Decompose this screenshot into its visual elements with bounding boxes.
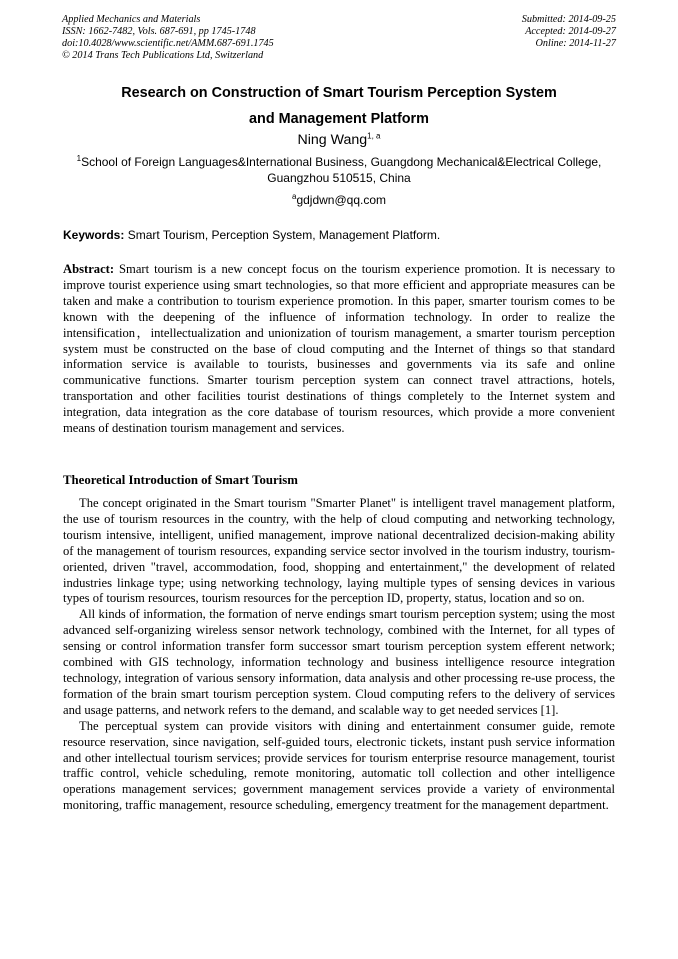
paragraph: The concept originated in the Smart tourism "Smarter Planet" is intelligent travel management platform, the use of tourism resources in the country, with the help of cloud computing and networking technology, tourism intensive, intelligent, unified management, improve national decentralized decision-making ability of the management of tourism resources, expanding service sector involved in the tourism industry, tourism-oriented, driven "travel, accommodation, food, shopping and entertainment," the development of related industries linkage type; using networking technology, laying multiple types of sensing devices in various types of tourism resources, tourism resources for the perception ID, property, status, location and so on. <box>63 496 615 606</box>
copyright: © 2014 Trans Tech Publications Ltd, Switzerland <box>62 50 264 61</box>
accepted-date: Accepted: 2014-09-27 <box>525 26 616 37</box>
journal-info <box>62 14 274 62</box>
affiliation-line-2: Guangzhou 510515, China <box>267 171 411 185</box>
abstract-label: Abstract: <box>63 262 115 276</box>
paragraph: All kinds of information, the formation of nerve endings smart tourism perception system; using the most advanced self-organizing wireless sensor network technology, combined with the Internet, for all types of sensing or control information transfer form successor smart tourism perception system efferent network; combined with GIS technology, information technology and business intelligence resource integration technology, integration of various sensory information, data analysis and other processing re-use process, the formation of the brain smart tourism perception system. Cloud computing refers to the delivery of services and usage patterns, and network refers to the demand, and scalable way to get needed services [1]. <box>63 607 615 717</box>
keywords-label: Keywords: <box>63 228 125 242</box>
email-superscript: a <box>291 192 297 201</box>
keywords <box>63 227 615 243</box>
affiliation-line-1: School of Foreign Languages&International Business, Guangdong Mechanical&Electrical College, <box>81 155 602 169</box>
author-superscript: 1, a <box>367 131 381 141</box>
author-line <box>40 130 638 150</box>
author-email <box>40 192 638 208</box>
abstract <box>63 262 615 437</box>
title-line-1: Research on Construction of Smart Tourism Perception System <box>121 85 557 101</box>
section-body <box>63 496 615 814</box>
journal-name: Applied Mechanics and Materials <box>62 14 201 25</box>
doi: doi:10.4028/www.scientific.net/AMM.687-691.1745 <box>62 38 274 49</box>
issn: ISSN: 1662-7482, Vols. 687-691, pp 1745-1748 <box>62 26 256 37</box>
publication-dates <box>522 14 616 50</box>
title-line-2: and Management Platform <box>249 111 429 127</box>
abstract-text: Smart tourism is a new concept focus on the tourism experience promotion. It is necessary to improve tourist experience using smart technologies, so that more efficient and appropriate measures can be taken and make a contribution to tourism experience promotion. In this paper, smarter tourism comes to be known with the deepening of the influence of information technology. In order to realize the intensification，intellectualization and unionization of tourism management, a smarter tourism perception system must be constructed on the base of cloud computing and the Internet of things so that standard information service is available to tourists, businesses and governments via its safe and online communicative functions. Smarter tourism perception system can connect travel attractions, hotels, transportation and other facilities tourist destinations of things completely to the Internet system and integration, data integration as the core database of tourism resources, which provide a more convenient means of destination tourism management and services. <box>63 262 615 436</box>
section-heading: Theoretical Introduction of Smart Tourism <box>63 473 298 487</box>
paper-title <box>40 80 638 132</box>
keywords-text: Smart Tourism, Perception System, Management Platform. <box>124 228 441 242</box>
submitted-date: Submitted: 2014-09-25 <box>521 14 616 25</box>
author-name: Ning Wang <box>297 132 368 148</box>
email-address: gdjdwn@qq.com <box>296 193 386 207</box>
affiliation <box>40 154 638 186</box>
paragraph: The perceptual system can provide visitors with dining and entertainment consumer guide, remote resource reservation, since navigation, self-guided tours, electronic tickets, instant push service information and other intellectual tourism services; provide services for tourism enterprise resource management, tourist traffic control, vehicle scheduling, remote monitoring, automatic toll collection and other intelligence operations management services; government management services provide a variety of environmental monitoring, traffic management, resource scheduling, emergency treatment for the management department. <box>63 718 615 813</box>
affiliation-superscript: 1 <box>76 154 82 163</box>
online-date: Online: 2014-11-27 <box>535 38 616 49</box>
